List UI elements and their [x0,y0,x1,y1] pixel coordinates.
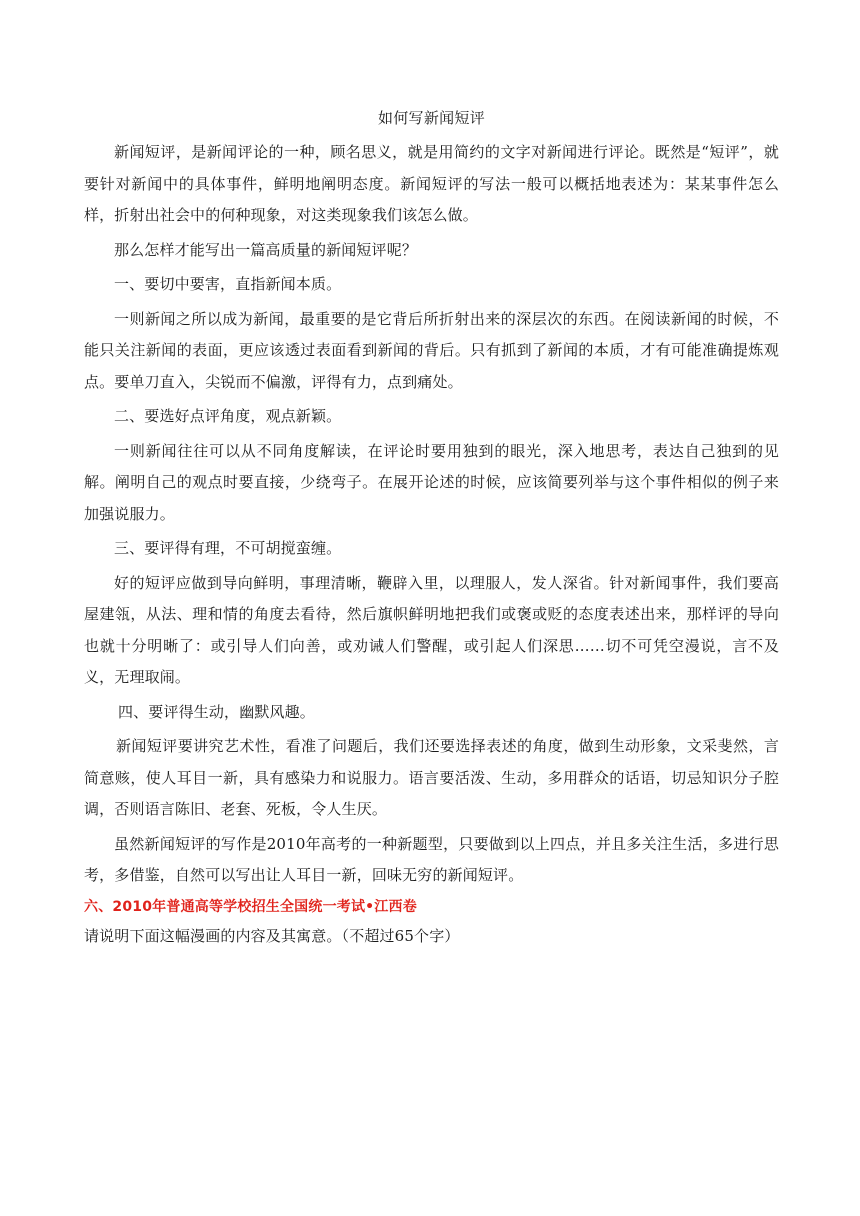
question-paragraph: 那么怎样才能写出一篇高质量的新闻短评呢？ [114,240,418,259]
intro-paragraph: 新闻短评，是新闻评论的一种，顾名思义，就是用简约的文字对新闻进行评论。既然是“短评”，就要针对新闻中的具体事件，鲜明地阐明态度。新闻短评的写法一般可以概括地表述为：某某事件怎么样，折射出社会中的何种现象，对这类现象我们该怎么做。 [84,143,779,224]
point-one-body: 一则新闻之所以成为新闻，最重要的是它背后所折射出来的深层次的东西。在阅读新闻的时候，不能只关注新闻的表面，更应该透过表面看到新闻的背后。只有抓到了新闻的本质，才有可能准确提炼观点。要单刀直入，尖锐而不偏激，评得有力，点到痛处。 [84,309,779,391]
point-three-heading: 三、要评得有理，不可胡搅蛮缠。 [114,539,342,557]
point-two-body: 一则新闻往往可以从不同角度解读，在评论时要用独到的眼光，深入地思考，表达自己独到的见解。阐明自己的观点时要直接，少绕弯子。在展开论述的时候，应该简要列举与这个事件相似的例子来加强说服力。 [84,441,779,523]
point-four-body: 新闻短评要讲究艺术性，看准了问题后，我们还要选择表述的角度，做到生动形象，文采斐然，言简意赅，使人耳目一新，具有感染力和说服力。语言要活泼、生动，多用群众的话语，切忌知识分子腔调，否则语言陈旧、老套、死板，令人生厌。 [84,737,779,818]
point-three-body: 好的短评应做到导向鲜明，事理清晰，鞭辟入里，以理服人，发人深省。针对新闻事件，我们要高屋建瓴，从法、理和情的角度去看待，然后旗帜鲜明地把我们或褒或贬的态度表述出来，那样评的导向也就十分明晰了：或引导人们向善，或劝诫人们警醒，或引起人们深思……切不可凭空漫说，言不及义，无理取闹。 [84,573,779,686]
point-four-heading: 四、要评得生动，幽默风趣。 [118,702,315,721]
document-body [84,106,779,951]
point-one-heading: 一、要切中要害，直指新闻本质。 [114,275,342,293]
exam-section-heading: 六、2010年普通高等学校招生全国统一考试•江西卷 [84,898,417,915]
conclusion-paragraph: 虽然新闻短评的写作是2010年高考的一种新题型，只要做到以上四点，并且多关注生活，多进行思考，多借鉴，自然可以写出让人耳目一新，回味无穷的新闻短评。 [84,834,779,884]
exam-question: 请说明下面这幅漫画的内容及其寓意。（不超过65个字） [84,926,460,945]
article-title: 如何写新闻短评 [377,109,486,127]
point-two-heading: 二、要选好点评角度，观点新颖。 [114,407,342,425]
